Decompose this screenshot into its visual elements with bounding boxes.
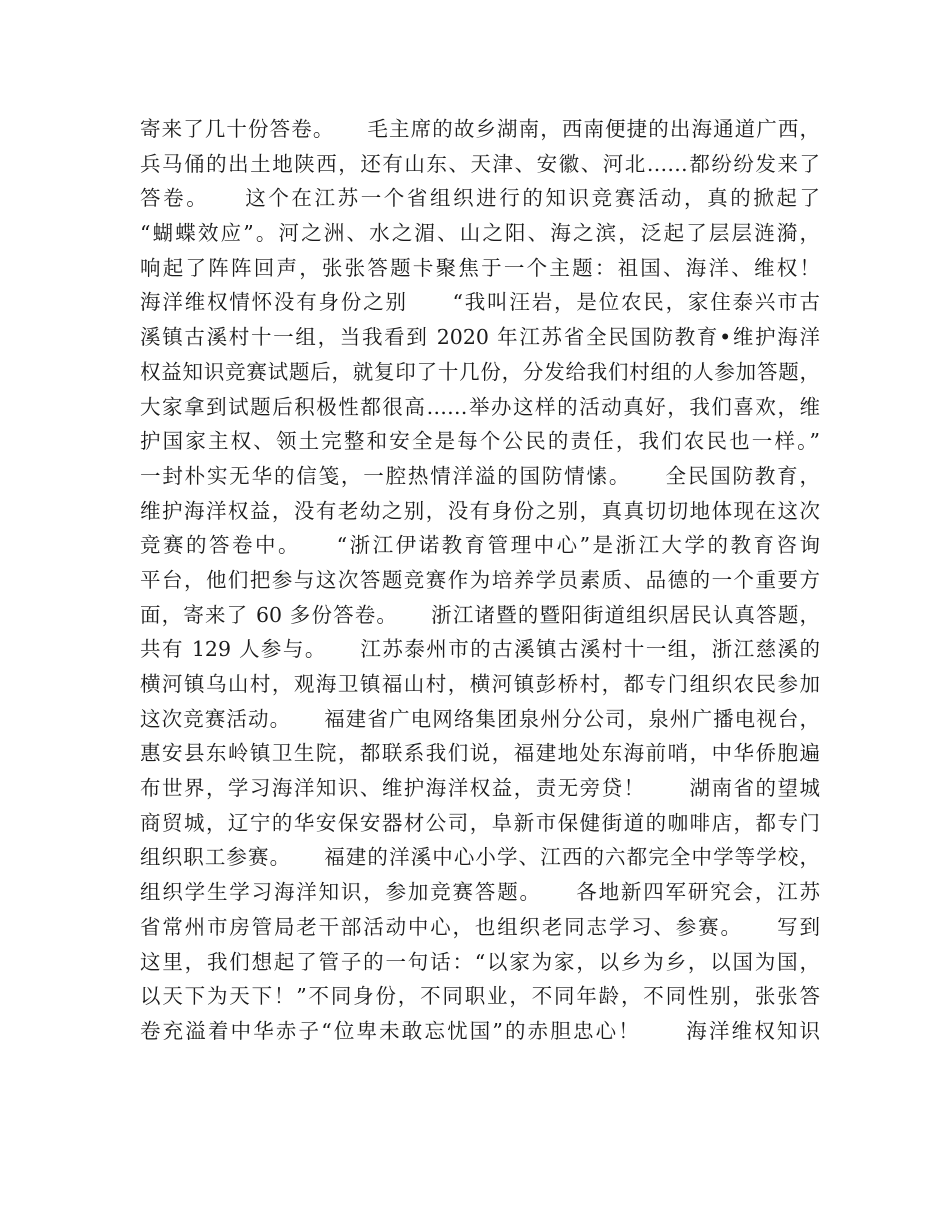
- text-line: 竞赛的答卷中。 “浙江伊诺教育管理中心”是浙江大学的教育咨询: [140, 533, 820, 558]
- text-line: 面，寄来了 60 多份答卷。 浙江诸暨的暨阳街道组织居民认真答题，: [140, 602, 820, 627]
- text-line: 省常州市房管局老干部活动中心，也组织老同志学习、参赛。 写到: [140, 914, 820, 939]
- text-line: 答卷。 这个在江苏一个省组织进行的知识竞赛活动，真的掀起了: [140, 186, 820, 211]
- text-line: 组织学生学习海洋知识，参加竞赛答题。 各地新四军研究会，江苏: [140, 880, 820, 905]
- text-line: 惠安县东岭镇卫生院，都联系我们说，福建地处东海前哨，中华侨胞遍: [140, 741, 820, 766]
- text-line: 组织职工参赛。 福建的洋溪中心小学、江西的六都完全中学等学校，: [140, 845, 820, 870]
- body-text: [140, 112, 820, 1049]
- text-line: 这里，我们想起了管子的一句话：“以家为家，以乡为乡，以国为国，: [140, 949, 820, 974]
- text-line: 海洋维权情怀没有身份之别 “我叫汪岩，是位农民，家住泰兴市古: [140, 290, 820, 315]
- text-line: 一封朴实无华的信笺，一腔热情洋溢的国防情愫。 全民国防教育，: [140, 463, 820, 488]
- text-line: 这次竞赛活动。 福建省广电网络集团泉州分公司，泉州广播电视台，: [140, 706, 820, 731]
- text-line: 平台，他们把参与这次答题竞赛作为培养学员素质、品德的一个重要方: [140, 567, 820, 592]
- text-line: 权益知识竞赛试题后，就复印了十几份，分发给我们村组的人参加答题，: [140, 359, 820, 384]
- text-line: 溪镇古溪村十一组，当我看到 2020 年江苏省全民国防教育•维护海洋: [140, 325, 820, 350]
- text-line: 大家拿到试题后积极性都很高……举办这样的活动真好，我们喜欢，维: [140, 394, 820, 419]
- text-line: 横河镇乌山村，观海卫镇福山村，横河镇彭桥村，都专门组织农民参加: [140, 672, 820, 696]
- text-line: 卷充溢着中华赤子“位卑未敢忘忧国”的赤胆忠心！ 海洋维权知识: [140, 1018, 820, 1043]
- text-line: “蝴蝶效应”。河之洲、水之湄、山之阳、海之滨，泛起了层层涟漪，: [140, 221, 820, 246]
- text-line: 维护海洋权益，没有老幼之别，没有身份之别，真真切切地体现在这次: [140, 498, 820, 523]
- text-line: 护国家主权、领土完整和安全是每个公民的责任，我们农民也一样。”: [140, 429, 820, 454]
- text-line: 寄来了几十份答卷。 毛主席的故乡湖南，西南便捷的出海通道广西，: [140, 117, 820, 141]
- text-line: 以天下为天下！”不同身份，不同职业，不同年龄，不同性别，张张答: [140, 984, 820, 1009]
- text-line: 兵马俑的出土地陕西，还有山东、天津、安徽、河北……都纷纷发来了: [140, 151, 820, 176]
- text-line: 共有 129 人参与。 江苏泰州市的古溪镇古溪村十一组，浙江慈溪的: [140, 637, 820, 662]
- text-line: 布世界，学习海洋知识、维护海洋权益，责无旁贷！ 湖南省的望城: [140, 776, 820, 801]
- text-line: 商贸城，辽宁的华安保安器材公司，阜新市保健街道的咖啡店，都专门: [140, 810, 820, 835]
- text-line: 响起了阵阵回声，张张答题卡聚焦于一个主题：祖国、海洋、维权！: [140, 255, 820, 280]
